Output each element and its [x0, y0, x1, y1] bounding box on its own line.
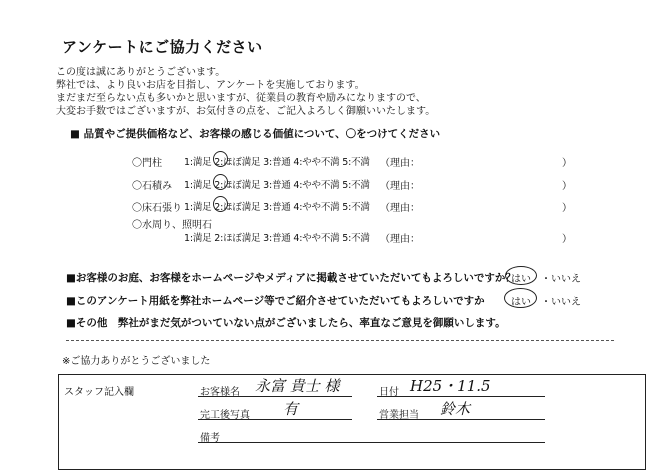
option-separator: ・ — [541, 297, 551, 308]
date-label: 日付 — [379, 387, 399, 398]
date-value[interactable]: H25・11.5 — [410, 377, 491, 395]
intro-line-3: まだまだ至らない点も多いかと思いますが、従業員の教育や励みになりますので、 — [56, 93, 426, 104]
selected-circle-mark — [504, 288, 537, 308]
q4-question: ■その他 弊社がまだ気がついていない点がございましたら、率直なご意見を御願いします。 — [66, 317, 506, 329]
intro-line-4: 大変お手数ではございますが、お気付きの点を、ご記入よろしく御願いいたします。 — [56, 106, 436, 117]
rating-scale[interactable]: 1:満足 2:ほぼ満足 3:普通 4:やや不満 5:不満 — [184, 202, 370, 213]
reason-label: （理由： — [380, 234, 420, 245]
photo-underline — [198, 419, 352, 420]
reason-label: （理由： — [380, 158, 420, 169]
photo-value[interactable]: 有 — [283, 400, 299, 418]
reason-close: ） — [562, 158, 572, 169]
reason-close: ） — [562, 234, 572, 245]
q2-no-option[interactable]: いいえ — [551, 274, 581, 285]
q3-yes-option[interactable]: はい — [511, 297, 531, 308]
sales-rep-value[interactable]: 鈴木 — [440, 400, 471, 418]
intro-line-2: 弊社では、より良いお店を目指し、アンケートを実施しております。 — [56, 80, 365, 91]
rating-scale[interactable]: 1:満足 2:ほぼ満足 3:普通 4:やや不満 5:不満 — [184, 180, 370, 191]
selected-circle-mark — [213, 196, 228, 212]
sales-rep-underline — [377, 419, 545, 420]
notes-underline[interactable] — [198, 442, 545, 443]
q2-yes-option[interactable]: はい — [511, 274, 531, 285]
reason-close: ） — [562, 181, 572, 192]
reason-label: （理由： — [380, 181, 420, 192]
notes-label: 備考 — [200, 433, 220, 444]
item-label: 〇床石張り — [132, 203, 182, 214]
rating-scale[interactable]: 1:満足 2:ほぼ満足 3:普通 4:やや不満 5:不満 — [184, 157, 370, 168]
item-label: 〇門柱 — [132, 158, 162, 169]
thanks-note: ※ご協力ありがとうございました — [62, 356, 211, 367]
staff-section — [58, 374, 646, 470]
reason-label: （理由： — [380, 203, 420, 214]
customer-name-underline — [198, 396, 352, 397]
selected-circle-mark — [505, 266, 537, 285]
q3-question: ■このアンケート用紙を弊社ホームページ等でご紹介させていただいてもよろしいですか — [66, 295, 485, 307]
item-label: 〇石積み — [132, 181, 172, 192]
staff-heading: スタッフ記入欄 — [64, 387, 134, 398]
sales-rep-label: 営業担当 — [379, 410, 419, 421]
photo-label: 完工後写真 — [200, 410, 250, 421]
selected-circle-mark — [213, 151, 228, 167]
comment-line[interactable] — [66, 340, 614, 341]
q2-question: ■お客様のお庭、お客様をホームページやメディアに掲載させていただいてもよろしいですか？ — [66, 272, 516, 284]
selected-circle-mark — [213, 174, 228, 190]
q3-no-option[interactable]: いいえ — [551, 297, 581, 308]
intro-line-1: この度は誠にありがとうございます。 — [56, 67, 226, 78]
rating-scale[interactable]: 1:満足 2:ほぼ満足 3:普通 4:やや不満 5:不満 — [184, 233, 370, 244]
customer-name-label: お客様名 — [200, 387, 240, 398]
q1-heading: ■ 品質やご提供価格など、お客様の感じる価値について、〇をつけてください — [70, 128, 441, 140]
option-separator: ・ — [541, 274, 551, 285]
page-title: アンケートにご協力ください — [62, 38, 263, 56]
item-label: 〇水周り、照明石 — [132, 220, 212, 231]
customer-name-value[interactable]: 永富 貴士 様 — [255, 377, 340, 395]
reason-close: ） — [562, 203, 572, 214]
date-underline — [377, 396, 545, 397]
